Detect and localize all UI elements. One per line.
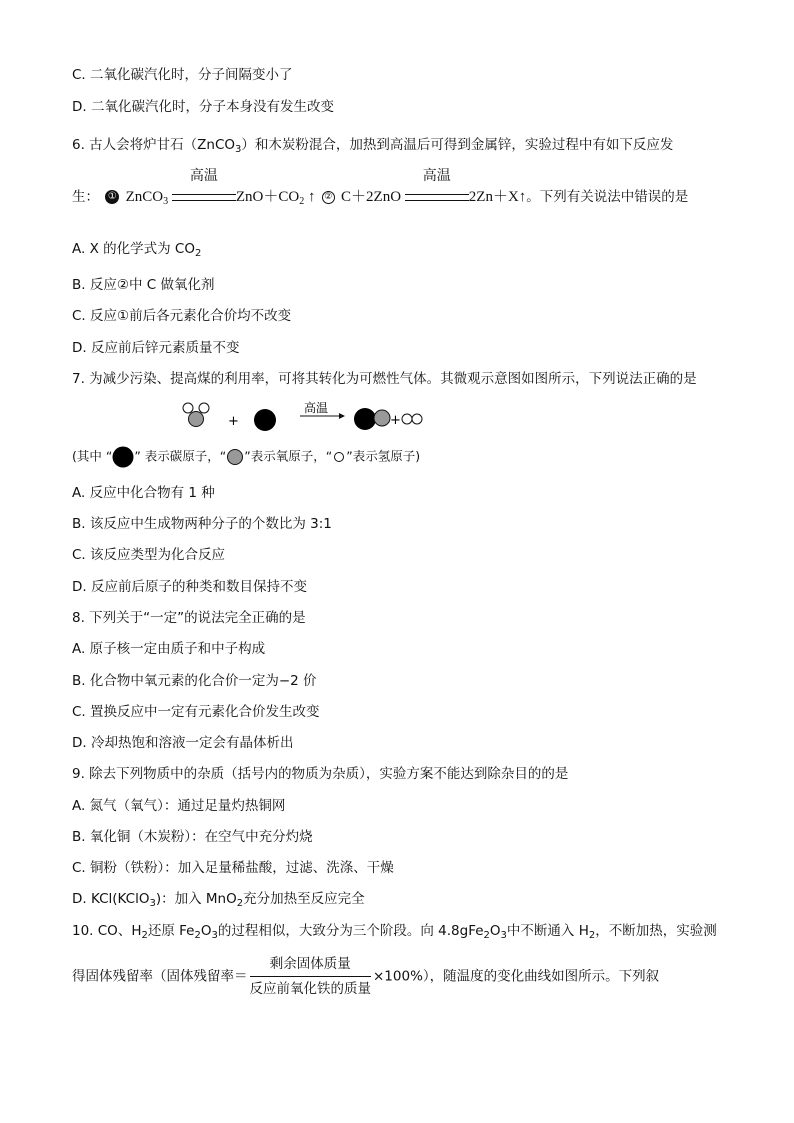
q9-option-d: D. KCl(KClO$_3$)：加入 MnO$_2$充分加热至反应完全 <box>72 891 365 909</box>
q6-stem: 6. 古人会将炉甘石（ZnCO$_3$）和木炭粉混合，加热到高温后可得到金属锌，实验过程中有如下反应发 <box>72 137 674 155</box>
q7-option-c: C. 该反应类型为化合反应 <box>72 547 226 563</box>
q9-option-c: C. 铜粉（铁粉）：加入足量稀盐酸，过滤、洗涤、干燥 <box>72 860 394 876</box>
q6-option-a: A. X 的化学式为 $CO_2$ <box>72 241 202 259</box>
q5-option-c: C. 二氧化碳汽化时，分子间隔变小了 <box>72 67 293 83</box>
reaction-condition: 高温 <box>304 401 329 415</box>
reaction-1: ZnCO$_3$ 高温 $ZnO+CO_2$ ↑ <box>125 169 316 207</box>
carbon-legend-icon <box>112 446 134 468</box>
q7-legend: (其中 “ ” 表示碳原子，“ ”表示氧原子，“ ”表示氢原子) <box>72 446 420 468</box>
reaction-2: C＋2ZnO 高温 2Zn＋X↑ <box>341 169 527 205</box>
q6-option-d: D. 反应前后锌元素质量不变 <box>72 340 240 356</box>
q6-option-b: B. 反应②中 C 做氧化剂 <box>72 277 215 293</box>
q8-option-b: B. 化合物中氧元素的化合价一定为−2 价 <box>72 673 317 689</box>
q9-stem: 9. 除去下列物质中的杂质（括号内的物质为杂质），实验方案不能达到除杂目的的是 <box>72 766 569 782</box>
carbon-atom <box>254 409 276 431</box>
oxygen-legend-icon <box>226 448 244 466</box>
co-molecule <box>354 408 390 430</box>
plus-sign-2: + <box>390 413 401 428</box>
hydrogen-legend-icon <box>332 450 346 464</box>
q7-stem: 7. 为减少污染、提高煤的利用率，可将其转化为可燃性气体。其微观示意图如图所示，下列说法正确的是 <box>72 371 697 387</box>
q7-option-a: A. 反应中化合物有 1 种 <box>72 485 215 501</box>
q6-equations: 生： ① ZnCO$_3$ 高温 $ZnO+CO_2$ ↑ ② C＋2ZnO 高温 2Zn＋X↑。下列有关说法中错误的是 <box>72 169 689 207</box>
residual-rate-fraction: $\frac{\text{剩余固体质量}}{\text{反应前氧化铁的质量}}$ <box>249 956 371 997</box>
q9-option-b: B. 氧化铜（木炭粉）：在空气中充分灼烧 <box>72 829 313 845</box>
q8-stem: 8. 下列关于“一定”的说法完全正确的是 <box>72 610 306 626</box>
water-molecule <box>183 403 209 427</box>
q10-stem: 10. CO、$H_2$还原 $Fe_2O_3$的过程相似，大致分为三个阶段。向 $4.8gFe_2O_3$中不断通入 $H_2$，不断加热，实验测 <box>72 923 717 941</box>
reaction-2-condition: 高温 <box>405 188 469 206</box>
plus-sign: + <box>228 414 239 429</box>
hydrogen-molecule <box>402 414 422 424</box>
q9-option-a: A. 氮气（氧气）：通过足量灼热铜网 <box>72 798 286 814</box>
q8-option-c: C. 置换反应中一定有元素化合价发生改变 <box>72 704 320 720</box>
reaction-1-condition: 高温 <box>172 188 236 206</box>
q7-option-d: D. 反应前后原子的种类和数目保持不变 <box>72 579 307 595</box>
q8-option-d: D. 冷却热饱和溶液一定会有晶体析出 <box>72 735 294 751</box>
q6-option-c: C. 反应①前后各元素化合价均不改变 <box>72 308 292 324</box>
q7-option-b: B. 该反应中生成物两种分子的个数比为 3:1 <box>72 516 332 532</box>
reaction-1-marker: ① <box>105 190 119 204</box>
q6-formula-znco3: ZnCO$_3$ <box>197 137 242 155</box>
q5-option-d: D. 二氧化碳汽化时，分子本身没有发生改变 <box>72 99 334 115</box>
q8-option-a: A. 原子核一定由质子和中子构成 <box>72 641 266 657</box>
reaction-2-marker: ② <box>322 191 335 204</box>
q7-reaction-diagram <box>176 398 436 438</box>
q10-formula-line: 得固体残留率（固体残留率＝ $\frac{\text{剩余固体质量}}{\text{反应前氧化铁的质量}}$ ×100%），随温度的变化曲线如图所示。下列叙 <box>72 956 660 997</box>
